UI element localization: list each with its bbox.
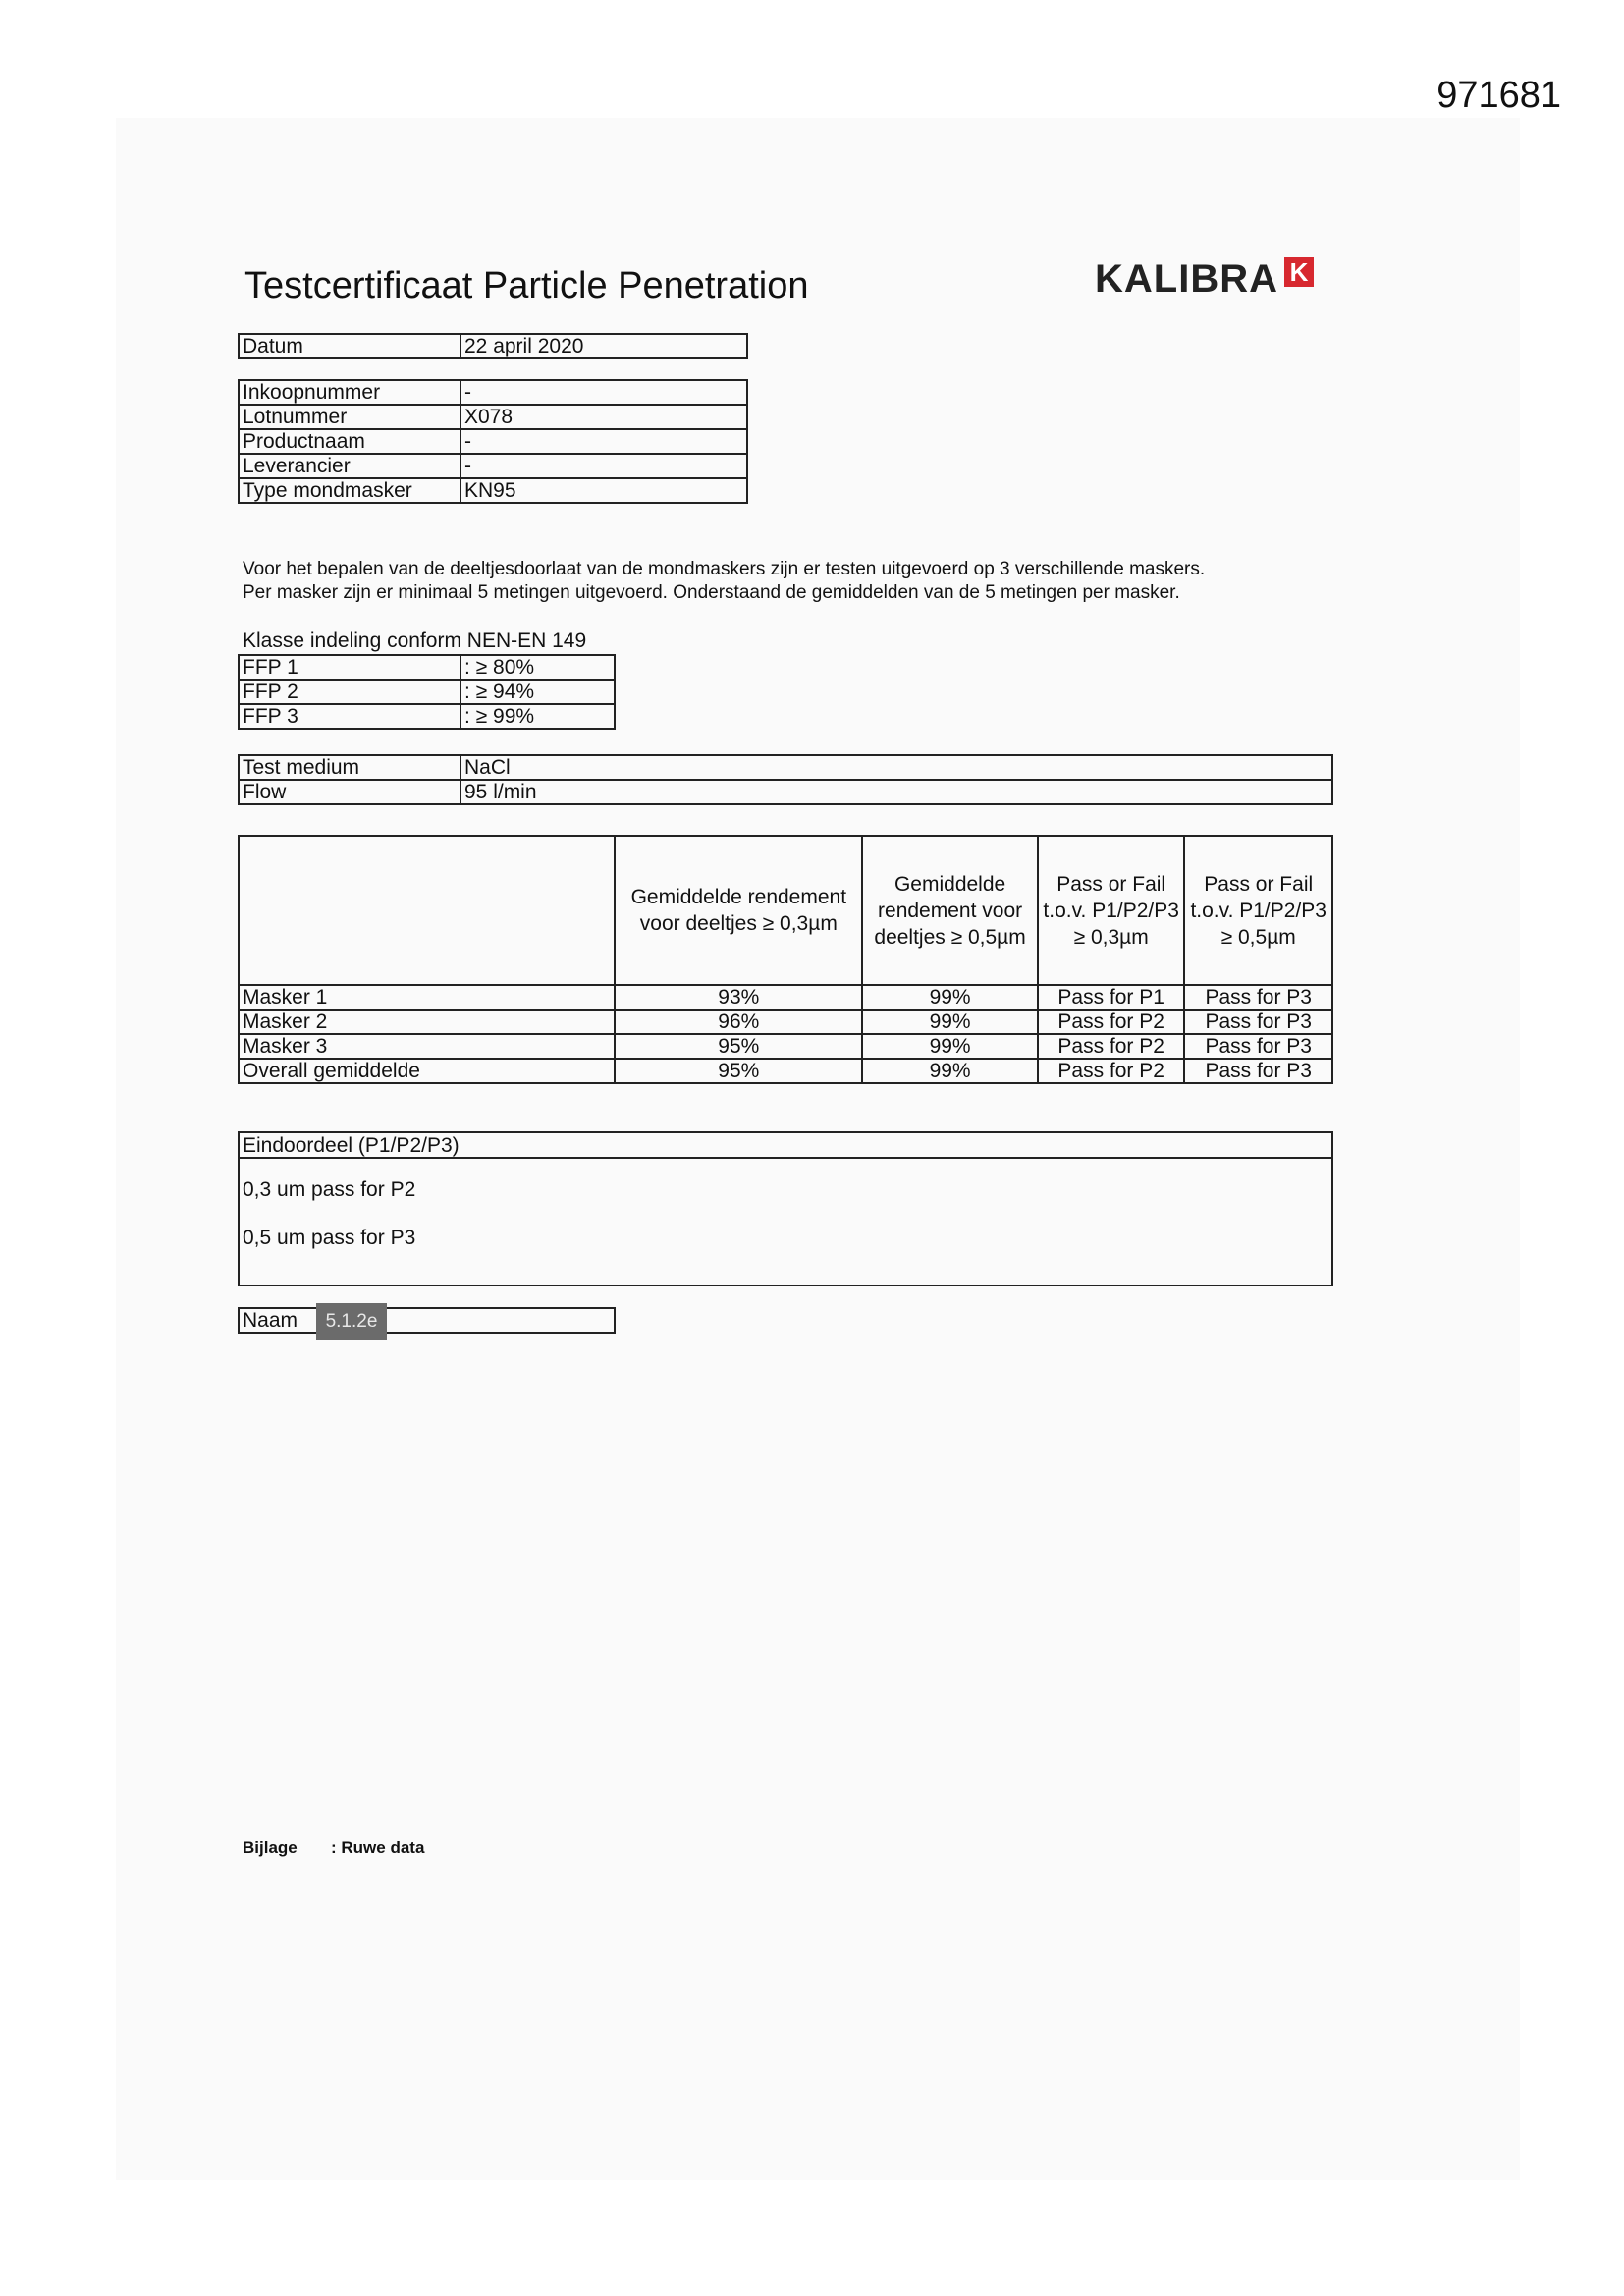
result-rendement-03: 96%: [615, 1010, 862, 1034]
table-row: [239, 755, 1332, 780]
result-rendement-05: 99%: [862, 985, 1038, 1010]
info-label: Leverancier: [239, 454, 460, 478]
results-header-empty: [239, 836, 615, 985]
medium-label: Flow: [239, 780, 460, 804]
info-value: -: [460, 380, 747, 405]
table-row: [239, 780, 1332, 804]
results-header-passfail-03: Pass or Fail t.o.v. P1/P2/P3 ≥ 0,3µm: [1038, 836, 1185, 985]
table-row: [239, 1308, 615, 1333]
result-passfail-05: Pass for P3: [1184, 1059, 1332, 1083]
result-label: Masker 3: [239, 1034, 615, 1059]
naam-label: Naam: [239, 1308, 615, 1333]
page-title: Testcertificaat Particle Penetration: [244, 265, 809, 306]
medium-label: Test medium: [239, 755, 460, 780]
result-rendement-05: 99%: [862, 1034, 1038, 1059]
verdict-body: [239, 1158, 1332, 1285]
class-label: FFP 2: [239, 680, 460, 704]
class-value: : ≥ 99%: [460, 704, 615, 729]
naam-table: [238, 1307, 616, 1334]
table-row: [239, 1132, 1332, 1158]
datum-value: 22 april 2020: [460, 334, 747, 358]
bijlage-label: Bijlage: [243, 1838, 298, 1857]
table-row: [239, 334, 747, 358]
class-table: [238, 654, 616, 730]
info-label: Inkoopnummer: [239, 380, 460, 405]
table-row: [239, 429, 747, 454]
table-row: [239, 1158, 1332, 1285]
result-passfail-03: Pass for P2: [1038, 1059, 1185, 1083]
table-row: [239, 1059, 1332, 1083]
logo-text: KALIBRA: [1095, 257, 1278, 301]
info-label: Type mondmasker: [239, 478, 460, 503]
intro-line: Per masker zijn er minimaal 5 metingen uitgevoerd. Onderstaand de gemiddelden van de 5 metingen per masker.: [243, 582, 1180, 603]
class-value: : ≥ 94%: [460, 680, 615, 704]
result-label: Masker 2: [239, 1010, 615, 1034]
result-passfail-05: Pass for P3: [1184, 985, 1332, 1010]
logo-mark-icon: K: [1284, 257, 1314, 287]
result-passfail-05: Pass for P3: [1184, 1034, 1332, 1059]
results-table: [238, 835, 1333, 1084]
result-rendement-05: 99%: [862, 1010, 1038, 1034]
info-value: KN95: [460, 478, 747, 503]
verdict-heading: Eindoordeel (P1/P2/P3): [239, 1132, 1332, 1158]
table-row: [239, 680, 615, 704]
verdict-line: 0,3 um pass for P2: [243, 1178, 416, 1201]
class-heading: Klasse indeling conform NEN-EN 149: [243, 629, 587, 652]
medium-value: NaCl: [460, 755, 1332, 780]
result-label: Overall gemiddelde: [239, 1059, 615, 1083]
result-rendement-03: 93%: [615, 985, 862, 1010]
table-row: [239, 478, 747, 503]
class-label: FFP 1: [239, 655, 460, 680]
table-row: [239, 1010, 1332, 1034]
info-label: Lotnummer: [239, 405, 460, 429]
class-label: FFP 3: [239, 704, 460, 729]
bijlage-value: : Ruwe data: [331, 1838, 425, 1857]
table-row: [239, 704, 615, 729]
info-value: -: [460, 429, 747, 454]
class-value: : ≥ 80%: [460, 655, 615, 680]
document-number: 971681: [1436, 75, 1561, 116]
test-medium-table: [238, 754, 1333, 805]
intro-line: Voor het bepalen van de deeltjesdoorlaat van de mondmaskers zijn er testen uitgevoerd op 3 verschillende maskers.: [243, 559, 1206, 579]
result-passfail-03: Pass for P2: [1038, 1010, 1185, 1034]
redaction-box: 5.1.2e: [316, 1303, 387, 1340]
results-header-rendement-03: Gemiddelde rendement voor deeltjes ≥ 0,3µm: [615, 836, 862, 985]
result-rendement-03: 95%: [615, 1059, 862, 1083]
result-passfail-03: Pass for P2: [1038, 1034, 1185, 1059]
result-passfail-03: Pass for P1: [1038, 985, 1185, 1010]
verdict-line: 0,5 um pass for P3: [243, 1227, 416, 1249]
result-rendement-05: 99%: [862, 1059, 1038, 1083]
table-row: [239, 380, 747, 405]
results-header-passfail-05: Pass or Fail t.o.v. P1/P2/P3 ≥ 0,5µm: [1184, 836, 1332, 985]
info-label: Productnaam: [239, 429, 460, 454]
datum-table: [238, 333, 748, 359]
verdict-table: [238, 1131, 1333, 1286]
product-info-table: [238, 379, 748, 504]
info-value: -: [460, 454, 747, 478]
result-rendement-03: 95%: [615, 1034, 862, 1059]
intro-paragraph: [243, 558, 1205, 605]
table-row: [239, 655, 615, 680]
results-header-row: [239, 836, 1332, 985]
results-header-rendement-05: Gemiddelde rendement voor deeltjes ≥ 0,5µm: [862, 836, 1038, 985]
table-row: [239, 985, 1332, 1010]
table-row: [239, 405, 747, 429]
info-value: X078: [460, 405, 747, 429]
medium-value: 95 l/min: [460, 780, 1332, 804]
result-passfail-05: Pass for P3: [1184, 1010, 1332, 1034]
kalibra-logo: [1095, 257, 1314, 301]
table-row: [239, 454, 747, 478]
table-row: [239, 1034, 1332, 1059]
result-label: Masker 1: [239, 985, 615, 1010]
datum-label: Datum: [239, 334, 460, 358]
